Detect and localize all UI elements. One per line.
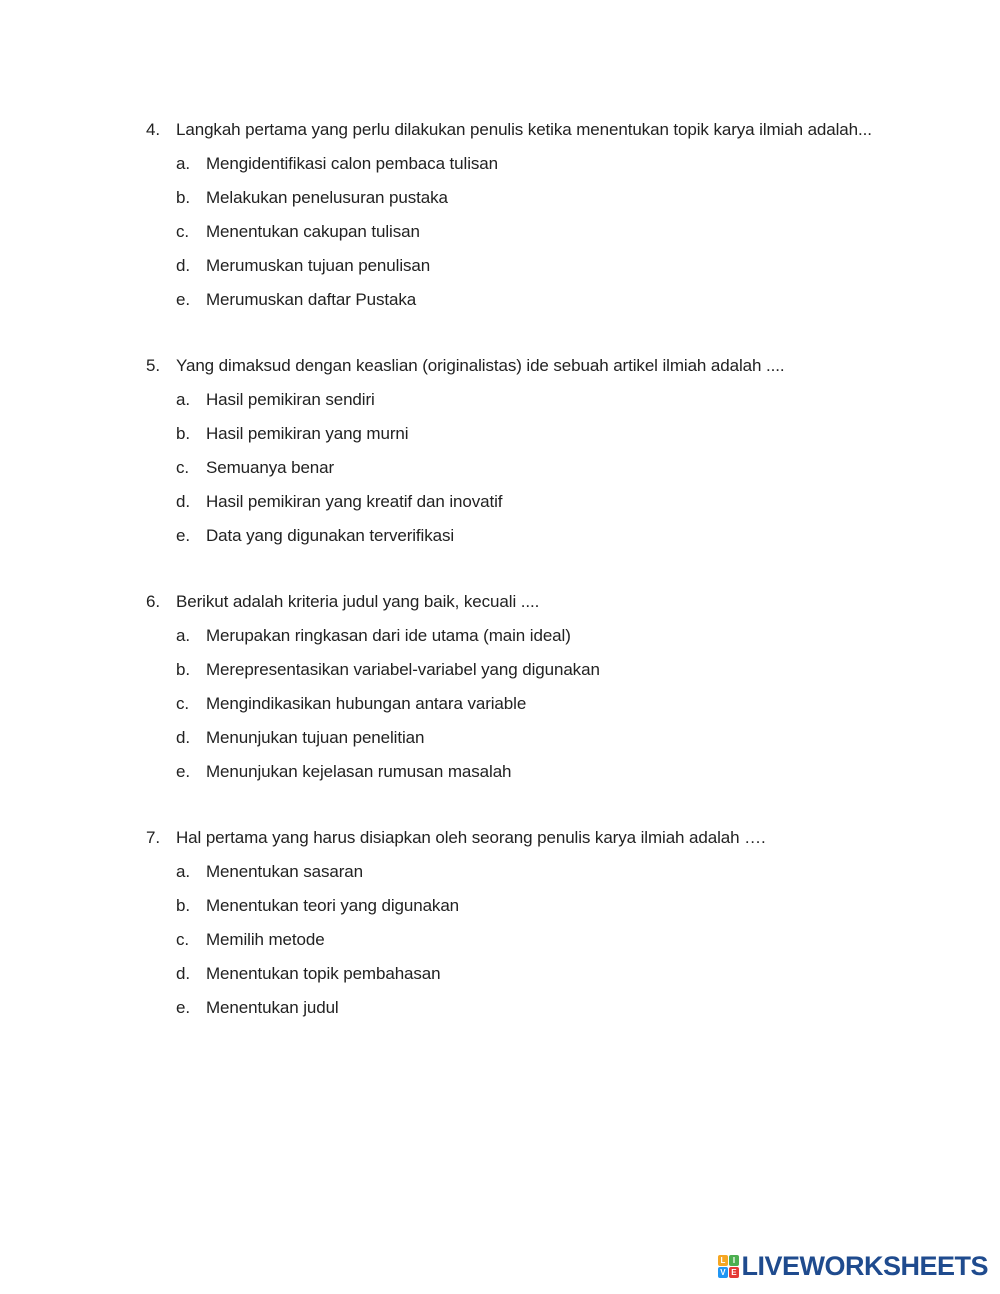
option-text: Semuanya benar [206, 458, 335, 477]
option-letter: d. [176, 728, 190, 747]
option-letter: d. [176, 964, 190, 983]
option-text: Merupakan ringkasan dari ide utama (main ideal) [206, 626, 571, 645]
option-text: Memilih metode [206, 930, 325, 949]
option-d[interactable] [146, 252, 926, 286]
question-text-line [146, 352, 926, 386]
option-letter: e. [176, 290, 190, 309]
option-letter: c. [176, 930, 190, 949]
option-text: Menentukan cakupan tulisan [206, 222, 420, 241]
option-c[interactable] [146, 454, 926, 488]
option-letter: e. [176, 998, 190, 1017]
option-letter: d. [176, 492, 190, 511]
option-a[interactable] [146, 858, 926, 892]
option-e[interactable] [146, 286, 926, 320]
option-letter: a. [176, 390, 190, 409]
option-a[interactable] [146, 622, 926, 656]
option-letter: c. [176, 458, 190, 477]
option-a[interactable] [146, 386, 926, 420]
logo-cell-v: V [718, 1267, 728, 1278]
option-text: Menentukan judul [206, 998, 339, 1017]
option-a[interactable] [146, 150, 926, 184]
option-text: Merepresentasikan variabel-variabel yang digunakan [206, 660, 600, 679]
question-4 [146, 116, 926, 320]
option-text: Menentukan teori yang digunakan [206, 896, 460, 915]
option-c[interactable] [146, 926, 926, 960]
option-letter: c. [176, 694, 190, 713]
option-text: Merumuskan daftar Pustaka [206, 290, 417, 309]
brand-name: LIVEWORKSHEETS [741, 1250, 988, 1281]
option-text: Hasil pemikiran sendiri [206, 390, 375, 409]
option-text: Hasil pemikiran yang murni [206, 424, 409, 443]
option-b[interactable] [146, 420, 926, 454]
question-number: 7. [146, 828, 160, 847]
option-b[interactable] [146, 892, 926, 926]
option-text: Merumuskan tujuan penulisan [206, 256, 431, 275]
option-text: Data yang digunakan terverifikasi [206, 526, 455, 545]
option-letter: c. [176, 222, 190, 241]
question-number: 6. [146, 592, 160, 611]
option-letter: d. [176, 256, 190, 275]
option-text: Hasil pemikiran yang kreatif dan inovatif [206, 492, 503, 511]
logo-cell-e: E [729, 1267, 739, 1278]
option-d[interactable] [146, 724, 926, 758]
option-text: Melakukan penelusuran pustaka [206, 188, 448, 207]
option-b[interactable] [146, 656, 926, 690]
question-text: Yang dimaksud dengan keaslian (originalistas) ide sebuah artikel ilmiah adalah .... [176, 356, 785, 375]
logo-cell-l: L [718, 1255, 728, 1266]
option-letter: b. [176, 660, 190, 679]
option-text: Menunjukan tujuan penelitian [206, 728, 425, 747]
option-b[interactable] [146, 184, 926, 218]
option-e[interactable] [146, 994, 926, 1028]
question-6 [146, 588, 926, 792]
option-letter: b. [176, 424, 190, 443]
option-letter: a. [176, 862, 190, 881]
question-text-line [146, 588, 926, 622]
option-letter: e. [176, 526, 190, 545]
question-number: 5. [146, 356, 160, 375]
option-text: Menentukan topik pembahasan [206, 964, 441, 983]
option-text: Menentukan sasaran [206, 862, 363, 881]
liveworksheets-brand[interactable] [717, 1246, 988, 1286]
option-letter: a. [176, 626, 190, 645]
question-text-line [146, 116, 926, 150]
option-d[interactable] [146, 488, 926, 522]
option-e[interactable] [146, 522, 926, 556]
question-5 [146, 352, 926, 556]
option-letter: b. [176, 188, 190, 207]
option-e[interactable] [146, 758, 926, 792]
option-text: Mengidentifikasi calon pembaca tulisan [206, 154, 498, 173]
question-number: 4. [146, 120, 160, 139]
option-letter: e. [176, 762, 190, 781]
option-c[interactable] [146, 690, 926, 724]
option-text: Mengindikasikan hubungan antara variable [206, 694, 527, 713]
question-text: Langkah pertama yang perlu dilakukan penulis ketika menentukan topik karya ilmiah adalah... [176, 120, 872, 139]
option-letter: b. [176, 896, 190, 915]
question-text: Berikut adalah kriteria judul yang baik, kecuali .... [176, 592, 540, 611]
option-text: Menunjukan kejelasan rumusan masalah [206, 762, 512, 781]
option-letter: a. [176, 154, 190, 173]
liveworksheets-logo-icon [717, 1254, 739, 1278]
option-d[interactable] [146, 960, 926, 994]
question-7 [146, 824, 926, 1028]
question-text-line [146, 824, 926, 858]
logo-cell-i: I [729, 1255, 739, 1266]
question-text: Hal pertama yang harus disiapkan oleh seorang penulis karya ilmiah adalah …. [176, 828, 766, 847]
option-c[interactable] [146, 218, 926, 252]
